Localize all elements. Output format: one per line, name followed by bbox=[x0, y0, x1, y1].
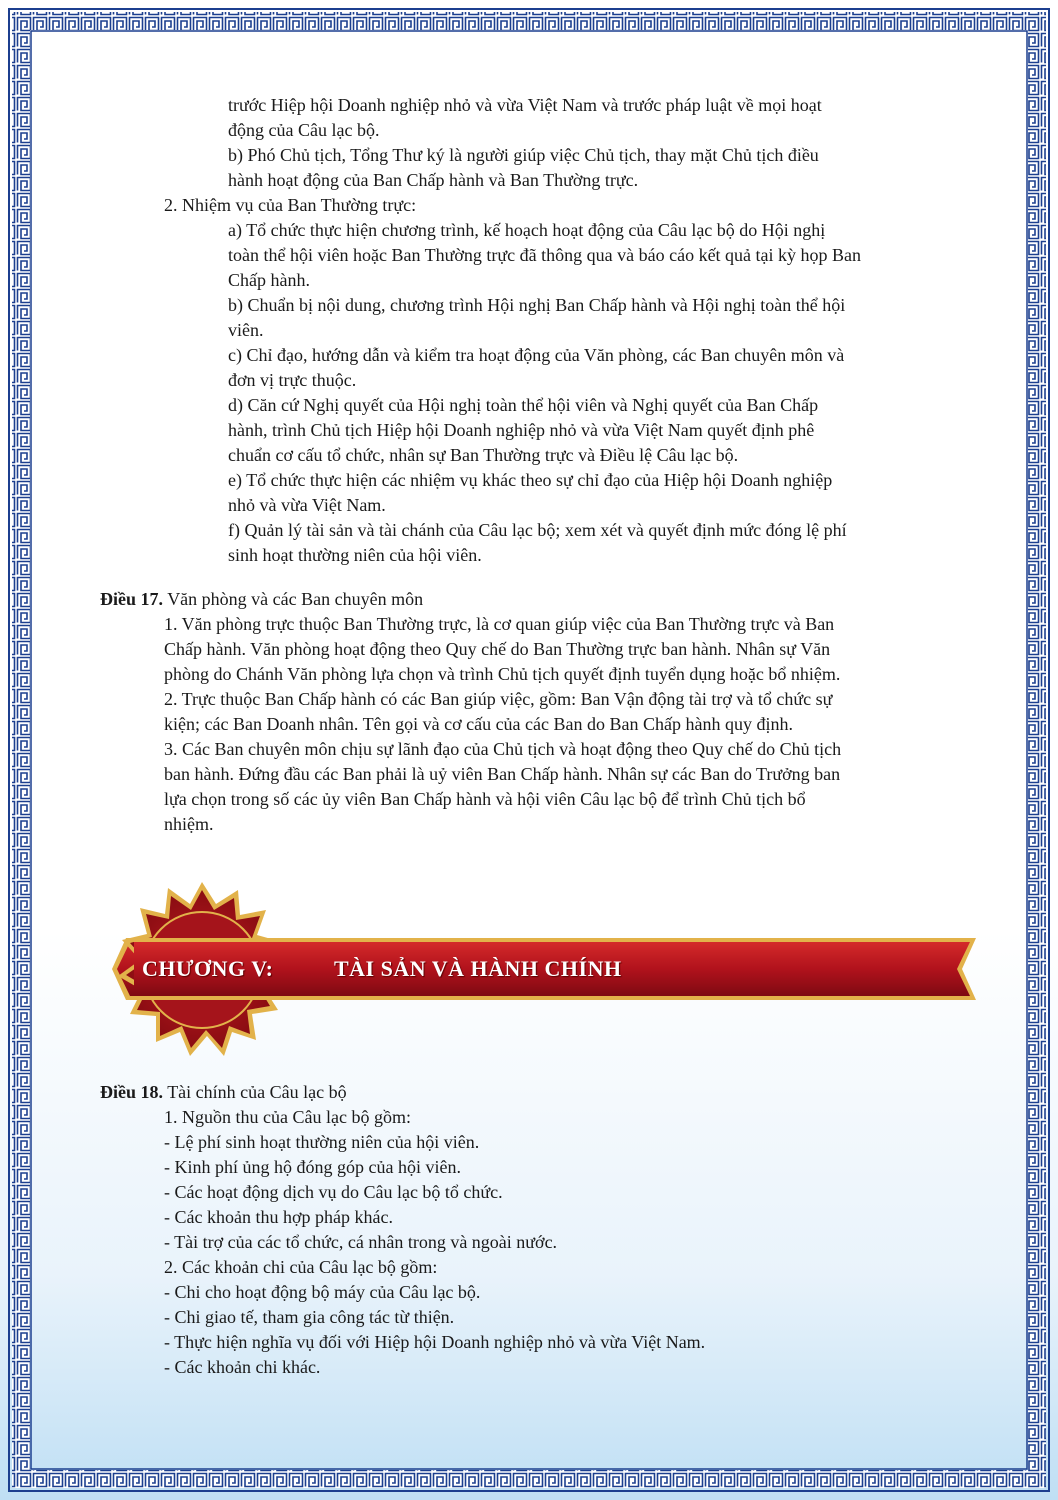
text-line: động của Câu lạc bộ. bbox=[228, 120, 380, 140]
text-line: sinh hoạt thường niên của hội viên. bbox=[228, 545, 482, 565]
article-title: Văn phòng và các Ban chuyên môn bbox=[167, 589, 424, 609]
text-line: trước Hiệp hội Doanh nghiệp nhỏ và vừa Việt Nam và trước pháp luật về mọi hoạt bbox=[228, 95, 822, 115]
text-line: chuẩn cơ cấu tổ chức, nhân sự Ban Thường trực và Điều lệ Câu lạc bộ. bbox=[228, 445, 739, 465]
list-item: - Các hoạt động dịch vụ do Câu lạc bộ tổ chức. bbox=[164, 1182, 503, 1202]
text-line: lựa chọn trong số các ủy viên Ban Chấp hành và hội viên Câu lạc bộ để trình Chủ tịch bổ bbox=[164, 789, 806, 809]
text-line: f) Quản lý tài sản và tài chánh của Câu lạc bộ; xem xét và quyết định mức đóng lệ phí bbox=[228, 520, 847, 540]
article-label: Điều 18. bbox=[100, 1082, 163, 1102]
text-line: ban hành. Đứng đầu các Ban phải là uỷ viên Ban Chấp hành. Nhân sự các Ban do Trưởng ban bbox=[164, 764, 841, 784]
text-line: hành hoạt động của Ban Chấp hành và Ban Thường trực. bbox=[228, 170, 639, 190]
text-line: viên. bbox=[228, 320, 264, 340]
list-item: - Các khoản chi khác. bbox=[164, 1357, 321, 1377]
text-line: Chấp hành. bbox=[228, 270, 310, 290]
text-line: hành, trình Chủ tịch Hiệp hội Doanh nghiệp nhỏ và vừa Việt Nam quyết định phê bbox=[228, 420, 815, 440]
text-line: c) Chỉ đạo, hướng dẫn và kiểm tra hoạt động của Văn phòng, các Ban chuyên môn và bbox=[228, 345, 845, 365]
text-line: toàn thể hội viên hoặc Ban Thường trực đã thông qua và báo cáo kết quả tại kỳ họp Ban bbox=[228, 245, 862, 265]
list-item: - Tài trợ của các tổ chức, cá nhân trong và ngoài nước. bbox=[164, 1232, 558, 1252]
list-item: - Kinh phí ủng hộ đóng góp của hội viên. bbox=[164, 1157, 461, 1177]
text-line: d) Căn cứ Nghị quyết của Hội nghị toàn thể hội viên và Nghị quyết của Ban Chấp bbox=[228, 395, 819, 415]
article-title: Tài chính của Câu lạc bộ bbox=[167, 1082, 347, 1102]
text-line: kiện; các Ban Doanh nhân. Tên gọi và cơ cấu của các Ban do Ban Chấp hành quy định. bbox=[164, 714, 793, 734]
text-line: 1. Nguồn thu của Câu lạc bộ gồm: bbox=[164, 1107, 411, 1127]
text-line: đơn vị trực thuộc. bbox=[228, 370, 357, 390]
chapter-title: TÀI SẢN VÀ HÀNH CHÍNH bbox=[334, 956, 622, 981]
text-line: 1. Văn phòng trực thuộc Ban Thường trực, là cơ quan giúp việc của Ban Thường trực và Ban bbox=[164, 614, 835, 634]
list-item: - Thực hiện nghĩa vụ đối với Hiệp hội Doanh nghiệp nhỏ và vừa Việt Nam. bbox=[164, 1332, 706, 1352]
text-line: a) Tổ chức thực hiện chương trình, kế hoạch hoạt động của Câu lạc bộ do Hội nghị bbox=[228, 220, 826, 240]
list-item: - Chi giao tế, tham gia công tác từ thiện. bbox=[164, 1307, 455, 1327]
text-line: nhỏ và vừa Việt Nam. bbox=[228, 495, 386, 515]
text-line: Chấp hành. Văn phòng hoạt động theo Quy chế do Ban Thường trực ban hành. Nhân sự Văn bbox=[164, 639, 831, 659]
article-label: Điều 17. bbox=[100, 589, 163, 609]
text-line: phòng do Chánh Văn phòng lựa chọn và trình Chủ tịch quyết định tuyển dụng hoặc bổ nhiệm. bbox=[164, 664, 841, 684]
text-line: 3. Các Ban chuyên môn chịu sự lãnh đạo của Chủ tịch và hoạt động theo Quy chế do Chủ tịch bbox=[164, 739, 842, 759]
text-line: 2. Nhiệm vụ của Ban Thường trực: bbox=[164, 195, 417, 215]
text-line: nhiệm. bbox=[164, 814, 214, 834]
list-item: - Lệ phí sinh hoạt thường niên của hội viên. bbox=[164, 1132, 480, 1152]
text-line: 2. Các khoản chi của Câu lạc bộ gồm: bbox=[164, 1257, 438, 1277]
list-item: - Chi cho hoạt động bộ máy của Câu lạc bộ. bbox=[164, 1282, 481, 1302]
chapter-banner bbox=[112, 880, 980, 1060]
text-line: b) Phó Chủ tịch, Tổng Thư ký là người giúp việc Chủ tịch, thay mặt Chủ tịch điều bbox=[228, 145, 819, 165]
list-item: - Các khoản thu hợp pháp khác. bbox=[164, 1207, 393, 1227]
text-line: 2. Trực thuộc Ban Chấp hành có các Ban giúp việc, gồm: Ban Vận động tài trợ và tổ chức sự bbox=[164, 689, 833, 709]
article-17-heading bbox=[100, 587, 423, 612]
text-line: e) Tổ chức thực hiện các nhiệm vụ khác theo sự chỉ đạo của Hiệp hội Doanh nghiệp bbox=[228, 470, 833, 490]
article-18-heading bbox=[100, 1080, 347, 1105]
chapter-label: CHƯƠNG V: bbox=[142, 956, 274, 981]
text-line: b) Chuẩn bị nội dung, chương trình Hội nghị Ban Chấp hành và Hội nghị toàn thể hội bbox=[228, 295, 846, 315]
